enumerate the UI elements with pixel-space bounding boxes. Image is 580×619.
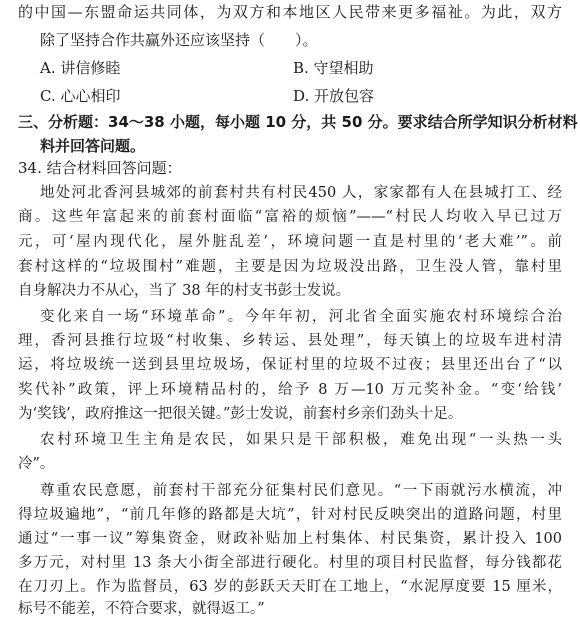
section-heading-cont: 料并回答问题。 — [40, 137, 146, 155]
material-line: 标号不能差，不符合要求，就得返工。” — [18, 601, 265, 617]
material-line: 在刀刃上。作为监督员，63 岁的彭跃天天盯在工地上，“水泥厚度要 15 厘米， — [18, 579, 562, 595]
material-line: 为‘奖钱’，政府推这一把很关键。”彭士发说，前套村乡亲们劲头十足。 — [18, 406, 463, 422]
material-line: 尊重农民意愿，前套村干部充分征集村民们意见。“一下雨就污水横流，冲 — [40, 483, 562, 499]
material-line: 运，将垃圾统一送到县里垃圾场，保证村里的垃圾不过夜；县里还出台了“以 — [18, 357, 562, 373]
material-line: 理，香河县推行垃圾“村收集、乡转运、县处理”，每天镇上的垃圾车进村清 — [18, 333, 562, 349]
material-line: 元，可‘屋内现代化，屋外脏乱差’，环境问题一直是村里的‘老大难’”。前 — [18, 234, 562, 250]
material-line: 商。这些年富起来的前套村面临“富裕的烦恼”——“村民人均收入早已过万 — [18, 209, 562, 225]
material-line: 自身解决力不从心，当了 38 年的村支书彭士发说。 — [18, 283, 351, 299]
option-a: A. 讲信修睦 — [40, 59, 121, 77]
section-heading: 三、分析题：34～38 小题，每小题 10 分，共 50 分。要求结合所学知识分析材料 — [18, 113, 578, 131]
material-line: 冷”。 — [18, 456, 55, 472]
option-d: D. 开放包容 — [293, 87, 375, 105]
material-line: 地处河北香河县城郊的前套村共有村民450 人，家家都有人在县城打工、经 — [40, 185, 562, 201]
material-line: 多万元，对村里 13 条大小街全部进行硬化。村里的项目村民监督，每分钱都花 — [18, 555, 562, 571]
material-line: 奖代补”政策，评上环境精品村的，给予 8 万—10 万元奖补金。“变‘给钱’ — [18, 382, 562, 398]
material-line: 农村环境卫生主角是农民，如果只是干部积极，难免出现“一头热一头 — [40, 432, 562, 448]
material-line: 得垃圾遍地”，“前几年修的路都是大坑”，针对村民反映突出的道路问题，村里 — [18, 507, 562, 523]
material-line: 通过“一事一议”筹集资金，财政补贴加上村集体、村民集资，累计投入 100 — [18, 531, 562, 547]
question-stem-line: 的中国—东盟命运共同体，为双方和本地区人民带来更多福祉。为此，双方 — [18, 3, 562, 21]
question-34-title: 34. 结合材料回答问题： — [18, 159, 182, 177]
option-b: B. 守望相助 — [293, 59, 374, 77]
question-stem-line: 除了坚持合作共赢外还应该坚持（ ）。 — [40, 31, 318, 49]
option-c: C. 心心相印 — [40, 87, 121, 105]
material-line: 变化来自一场“环境革命”。今年年初，河北省全面实施农村环境综合治 — [40, 309, 562, 325]
material-line: 套村这样的“垃圾围村”难题，主要是因为垃圾没出路，卫生没人管，靠村里 — [18, 259, 562, 275]
